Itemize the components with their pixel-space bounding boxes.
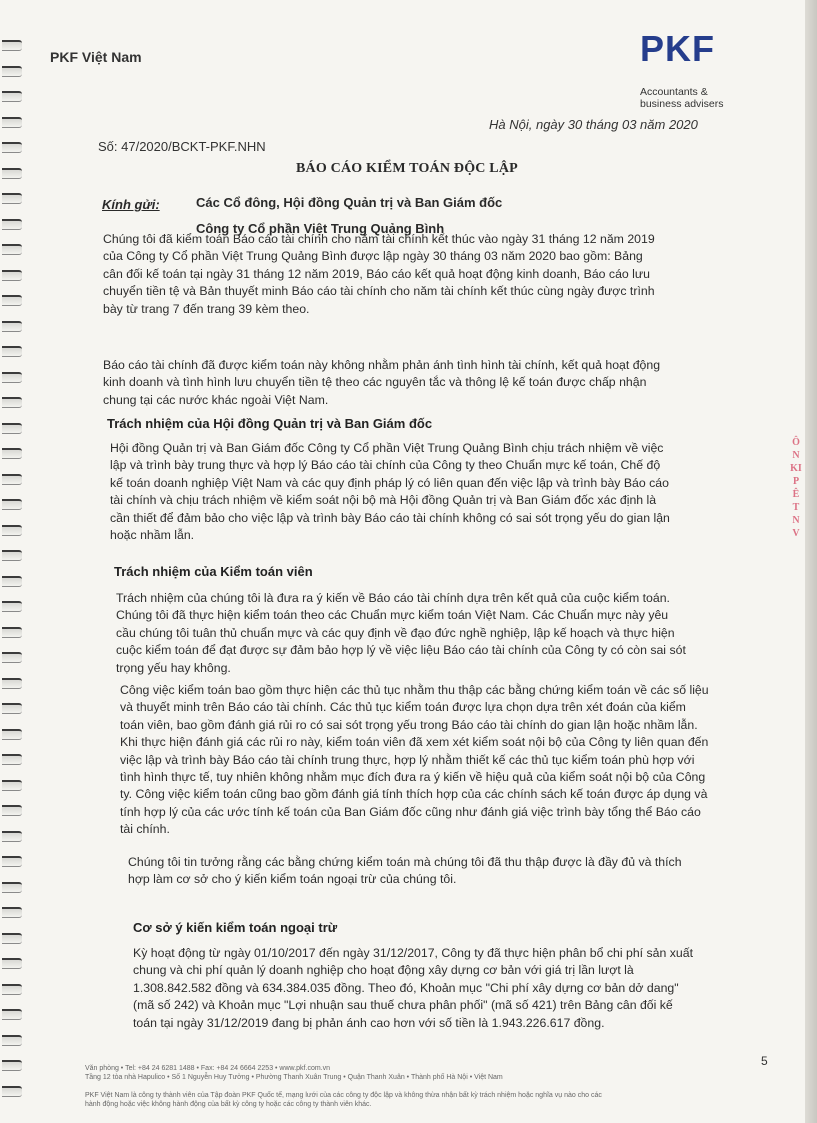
binding-ring bbox=[2, 780, 22, 791]
text-line: Chúng tôi đã kiểm toán Báo cáo tài chính cho năm tài chính kết thúc vào ngày 31 tháng 12 năm 2019 bbox=[103, 232, 655, 246]
binding-ring bbox=[2, 678, 22, 689]
addressee-label: Kính gửi: bbox=[102, 197, 160, 212]
text-line: 1.308.842.582 đồng và 634.384.035 đồng. Theo đó, Khoản mục "Chi phí xây dựng cơ bản dở dang" bbox=[133, 980, 679, 995]
text-line: hoặc nhầm lẫn. bbox=[110, 528, 195, 543]
text-line: Chúng tôi tin tưởng rằng các bằng chứng kiểm toán mà chúng tôi đã thu thập được là đầy đủ và thích bbox=[128, 855, 682, 869]
text-line: ty. Công việc kiểm toán cũng bao gồm đánh giá tính thích hợp của các chính sách kế toán được áp dụng và bbox=[120, 787, 708, 802]
text-line: (mã số 242) và Khoản mục "Lợi nhuận sau thuế chưa phân phối" (mã số 421) trên Bảng cân đối kế bbox=[133, 998, 673, 1013]
stamp-glyph: Ô bbox=[792, 437, 800, 448]
text-line: toán viên, bao gồm đánh giá rủi ro có sai sót trọng yếu trong Báo cáo tài chính do gian lận hoặc nhầm lẫn. bbox=[120, 717, 698, 732]
binding-ring bbox=[2, 729, 22, 740]
company-name: PKF Việt Nam bbox=[50, 49, 142, 65]
binding-ring bbox=[2, 40, 22, 51]
text-line: Tầng 12 tòa nhà Hapulico • Số 1 Nguyễn Huy Tưởng • Phường Thanh Xuân Trung • Quận Thanh Xuân • Thành phố Hà Nội • Việt Nam bbox=[85, 1074, 503, 1081]
text-line: tình hình thực tế, tuy nhiên không nhằm mục đích đưa ra ý kiến về hiệu quả của kiểm soát nội bộ của Công bbox=[120, 770, 706, 785]
addressee-line-1: Các Cổ đông, Hội đồng Quản trị và Ban Giám đốc bbox=[196, 195, 503, 210]
binding-ring bbox=[2, 346, 22, 357]
intro-paragraph-1 bbox=[103, 231, 655, 318]
red-seal-stamp bbox=[786, 436, 805, 606]
binding-ring bbox=[2, 1086, 22, 1097]
report-title: BÁO CÁO KIỂM TOÁN ĐỘC LẬP bbox=[296, 161, 518, 176]
tagline-line: Accountants & bbox=[640, 86, 708, 98]
binding-ring bbox=[2, 499, 22, 510]
stamp-glyph: V bbox=[792, 528, 800, 539]
auditor-paragraph-3 bbox=[128, 854, 682, 889]
stamp-glyph: Ê bbox=[792, 489, 800, 500]
stamp-glyph: KI bbox=[790, 463, 802, 474]
logo-tagline bbox=[640, 86, 723, 110]
binding-ring bbox=[2, 907, 22, 918]
stamp-glyph: N bbox=[792, 515, 800, 526]
binding-ring bbox=[2, 958, 22, 969]
text-line: kinh doanh và tình hình lưu chuyển tiền tệ theo các nguyên tắc và thông lệ kế toán được chấp nhận bbox=[103, 375, 647, 390]
text-line bbox=[85, 1082, 602, 1091]
heading-auditor-responsibility: Trách nhiệm của Kiểm toán viên bbox=[114, 564, 313, 579]
text-line: cần thiết để đảm bảo cho việc lập và trình bày Báo cáo tài chính không có sai sót trọng yếu do gian lận bbox=[110, 510, 670, 525]
binding-ring bbox=[2, 1060, 22, 1071]
binding-ring bbox=[2, 219, 22, 230]
binding-ring bbox=[2, 397, 22, 408]
binding-ring bbox=[2, 601, 22, 612]
text-line: chung và chi phí quản lý doanh nghiệp cho hoạt động xây dựng cơ bản với giá trị lần lượt là bbox=[133, 963, 634, 978]
text-line: tài chính. bbox=[120, 822, 170, 837]
binding-ring bbox=[2, 984, 22, 995]
binding-ring bbox=[2, 550, 22, 561]
text-line: PKF Việt Nam là công ty thành viên của Tập đoàn PKF Quốc tế, mạng lưới của các công ty độc lập và không thừa nhận bất kỳ trách nhiệm hoặc nghĩa vụ nào cho các bbox=[85, 1092, 602, 1099]
auditor-paragraph-1 bbox=[116, 590, 686, 677]
auditor-paragraph-2 bbox=[120, 682, 709, 839]
text-line: chung tại các nước khác ngoài Việt Nam. bbox=[103, 392, 329, 407]
page-footer bbox=[85, 1064, 602, 1109]
text-line: hành động hoặc việc không hành động của bất kỳ công ty hoặc các công ty thành viên khác. bbox=[85, 1101, 372, 1108]
binding-ring bbox=[2, 142, 22, 153]
heading-board-responsibility: Trách nhiệm của Hội đồng Quản trị và Ban Giám đốc bbox=[107, 416, 433, 431]
binding-ring bbox=[2, 525, 22, 536]
binding-ring bbox=[2, 91, 22, 102]
binding-ring bbox=[2, 244, 22, 255]
binding-ring bbox=[2, 270, 22, 281]
binding-rings bbox=[0, 0, 26, 1123]
text-line: Công việc kiểm toán bao gồm thực hiện các thủ tục nhằm thu thập các bằng chứng kiểm toán về các số liệu bbox=[120, 683, 709, 697]
text-line: Hội đồng Quản trị và Ban Giám đốc Công ty Cổ phần Việt Trung Quảng Bình chịu trách nhiệm về việc bbox=[110, 441, 664, 455]
binding-ring bbox=[2, 1009, 22, 1020]
binding-ring bbox=[2, 448, 22, 459]
basis-paragraph bbox=[133, 945, 693, 1032]
intro-paragraph-2 bbox=[103, 357, 660, 409]
binding-ring bbox=[2, 627, 22, 638]
binding-ring bbox=[2, 754, 22, 765]
text-line: trọng yếu hay không. bbox=[116, 660, 231, 675]
binding-ring bbox=[2, 652, 22, 663]
binding-ring bbox=[2, 882, 22, 893]
addressee-line-2: Công ty Cổ phần Việt Trung Quảng Bình bbox=[196, 221, 445, 236]
text-line: lập và trình bày trung thực và hợp lý Báo cáo tài chính của Công ty theo Chuẩn mực kế toán, Chế độ bbox=[110, 458, 661, 473]
binding-ring bbox=[2, 117, 22, 128]
binding-ring bbox=[2, 703, 22, 714]
text-line: cầu chúng tôi tuân thủ chuẩn mực và các quy định về đạo đức nghề nghiệp, lập kế hoạch và thực hiện bbox=[116, 625, 675, 640]
binding-ring bbox=[2, 474, 22, 485]
text-line: tính hợp lý của các ước tính kế toán của Ban Giám đốc cũng như đánh giá việc trình bày tổng thể Báo cáo bbox=[120, 804, 701, 819]
binding-ring bbox=[2, 168, 22, 179]
binding-ring bbox=[2, 1035, 22, 1046]
stamp-glyph: T bbox=[792, 502, 800, 513]
stamp-glyph: P bbox=[792, 476, 800, 487]
binding-ring bbox=[2, 193, 22, 204]
text-line: hợp làm cơ sở cho ý kiến kiểm toán ngoại trừ của chúng tôi. bbox=[128, 872, 457, 887]
text-line: của Công ty Cổ phần Việt Trung Quảng Bình được lập ngày 30 tháng 03 năm 2020 bao gồm: Bảng bbox=[103, 249, 643, 264]
binding-ring bbox=[2, 856, 22, 867]
binding-ring bbox=[2, 372, 22, 383]
text-line: chuyển tiền tệ và Bản thuyết minh Báo cáo tài chính cho năm tài chính kết thúc cùng ngày được trình bbox=[103, 284, 655, 299]
text-line: bày từ trang 7 đến trang 39 kèm theo. bbox=[103, 301, 310, 316]
heading-basis-qualified-opinion: Cơ sở ý kiến kiểm toán ngoại trừ bbox=[133, 920, 338, 935]
text-line: Kỳ hoạt động từ ngày 01/10/2017 đến ngày 31/12/2017, Công ty đã thực hiện phân bổ chi phí sản xuất bbox=[133, 946, 693, 960]
text-line: kế toán doanh nghiệp Việt Nam và các quy định pháp lý có liên quan đến việc lập và trình bày Báo cáo bbox=[110, 475, 669, 490]
binding-ring bbox=[2, 321, 22, 332]
binding-ring bbox=[2, 423, 22, 434]
reference-number: Số: 47/2020/BCKT-PKF.NHN bbox=[98, 139, 266, 154]
stamp-glyph: N bbox=[792, 450, 800, 461]
text-line: cuộc kiểm toán để đạt được sự đảm bảo hợp lý về việc liệu Báo cáo tài chính của Công ty có còn sai sót bbox=[116, 643, 686, 658]
board-responsibility-paragraph bbox=[110, 440, 670, 544]
page-edge-shadow bbox=[805, 0, 817, 1123]
binding-ring bbox=[2, 576, 22, 587]
binding-ring bbox=[2, 66, 22, 77]
text-line: Báo cáo tài chính đã được kiểm toán này không nhằm phản ánh tình hình tài chính, kết quả hoạt động bbox=[103, 358, 661, 372]
binding-ring bbox=[2, 831, 22, 842]
tagline-line: business advisers bbox=[640, 98, 724, 110]
text-line: cân đối kế toán tại ngày 31 tháng 12 năm 2019, Báo cáo kết quả hoạt động kinh doanh, Báo cáo lưu bbox=[103, 266, 650, 281]
text-line: Trách nhiệm của chúng tôi là đưa ra ý kiến về Báo cáo tài chính dựa trên kết quả của cuộc kiểm toán. bbox=[116, 591, 670, 605]
text-line: và thuyết minh trên Báo cáo tài chính. Các thủ tục kiểm toán được lựa chọn dựa trên xét đoán của kiểm bbox=[120, 700, 686, 715]
date-line: Hà Nội, ngày 30 tháng 03 năm 2020 bbox=[489, 117, 698, 132]
page-number: 5 bbox=[761, 1054, 768, 1068]
binding-ring bbox=[2, 295, 22, 306]
text-line: tài chính và chịu trách nhiệm về kiểm soát nội bộ mà Hội đồng Quản trị và Ban Giám đốc xác định là bbox=[110, 493, 657, 508]
text-line: Chúng tôi đã thực hiện kiểm toán theo các Chuẩn mực kiểm toán Việt Nam. Các Chuẩn mực này yêu bbox=[116, 608, 669, 623]
text-line: Khi thực hiện đánh giá các rủi ro này, kiểm toán viên đã xem xét kiểm soát nội bộ của Công ty liên quan đến bbox=[120, 735, 709, 750]
text-line: toán tại ngày 31/12/2019 đang bị phản ánh cao hơn với số tiền là 1.943.226.617 đồng. bbox=[133, 1015, 605, 1030]
pkf-logo: PKF bbox=[640, 28, 715, 69]
binding-ring bbox=[2, 933, 22, 944]
text-line: Văn phòng • Tel: +84 24 6281 1488 • Fax: +84 24 6664 2253 • www.pkf.com.vn bbox=[85, 1065, 331, 1072]
binding-ring bbox=[2, 805, 22, 816]
text-line: việc lập và trình bày Báo cáo tài chính trung thực, hợp lý nhằm thiết kế các thủ tục kiểm toán phù hợp với bbox=[120, 752, 695, 767]
